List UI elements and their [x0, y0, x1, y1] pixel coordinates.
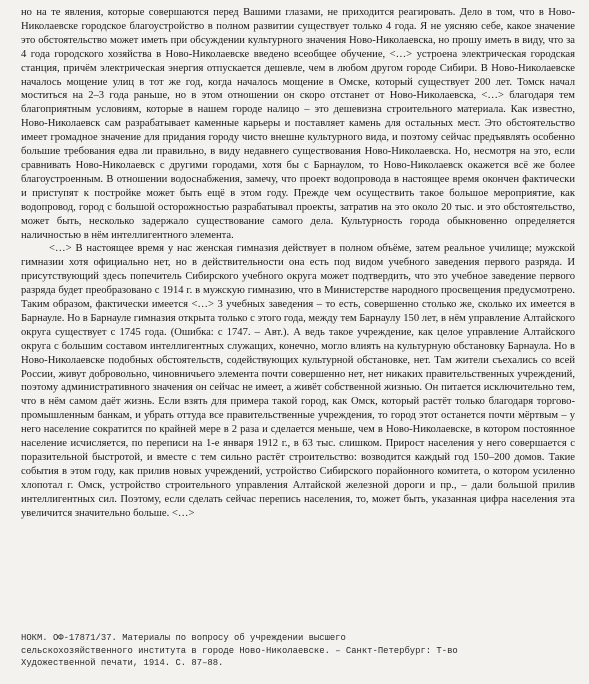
paragraph-1: но на те явления, которые совершаются перед Вашими глазами, не приходится реагировать. Дело в том, что в Ново-Николаевске городское благоустройство в полном развитии существует только 4 года. Я не уясняю себе, какое значение это обстоятельство может иметь при обсуждении культурного значения Ново-Николаевска, но прошу иметь в виду, что за 4 года городского хозяйства в Ново-Николаевске введено всеобщее обучение, <…> устроена электрическая городская станция, причём электрическая энергия отпускается дешевле, чем в любом другом городе Сибири. В Ново-Николаевске началось мощение улиц в тот же год, когда началось мощение в Омске, который существует 200 лет. Томск начал моститься на 2–3 года раньше, но в этом отношении он скоро отстанет от Ново-Николаевска, <…> благодаря тем благоприятным условиям, которые в нашем городе налицо – это дешевизна строительного материала. Как известно, Ново-Николаевск сам разрабатывает каменные карьеры и поставляет камень для остальных мест. Это обстоятельство имеет громадное значение для придания городу чисто внешне культурного вида, и поэтому сейчас предъявлять особенно большие требования едва ли правильно, в виду недавнего существования Ново-Николаевска. Но, несмотря на это, если сравнивать Ново-Николаевск с другими городами, хотя бы с Барнаулом, то Ново-Николаевск окажется всё же более благоустроенным. В отношении водоснабжения, замечу, что проект водопровода в настоящее время окончен фактически и приступят к постройке может быть ещё в этом году. Прежде чем осуществить такое большое мероприятие, как водопровод, город с большой осторожностью разрабатывал проекты, затратив на это около 20 тыс. и это обстоятельство, может быть, несколько задержало существование самого дела. Культурность города обыкновенно определяется наличностью в нём интеллигентного элемента.	[21, 7, 575, 241]
document-body	[21, 6, 575, 521]
paragraph-2: <…> В настоящее время у нас женская гимназия действует в полном объёме, затем реальное училище; мужской гимназии хотя официально нет, но в действительности она есть под видом учебного заведения первого разряда. И присутствующий здесь попечитель Сибирского учебного округа может подтвердить, что это учебное заведение первого разряда будет преобразовано с 1914 г. в мужскую гимназию, что в Министерстве народного просвещения предусмотрено. Таким образом, фактически имеется <…> 3 учебных заведения – то есть, совершенно столько же, сколько их имеется в Барнауле. Но в Барнауле гимназия открыта только с этого года, между тем Барнаулу 150 лет, в нём управление Алтайского округа существует с 1745 года. (Ошибка: с 1747. – Авт.). А ведь такое учреждение, как целое управление Алтайского округа с большим составом интеллигентных служащих, конечно, могло влиять на культурную обстановку Барнаула. Но в Ново-Николаевске подобных обстоятельств, содействующих культурной обстановке, нет. Там жители съехались со всей России, живут добровольно, чиновничьего элемента почти совершенно нет, нет никаких правительственных учреждений, поэтому административного значения он сейчас не имеет, а живёт собственной жизнью. Он питается исключительно тем, что в нём самом даёт жизнь. Если взять для примера такой город, как Омск, который растёт только благодаря торгово-промышленным банкам, и убрать оттуда все правительственные учреждения, то город этот останется почти мёртвым – у него население сократится по крайней мере в 2 раза и сделается меньше, чем в Ново-Николаевске, в котором постоянное население исчисляется, по переписи на 1-е января 1912 г., в 63 тыс. слишком. Прирост населения у него совершается с поразительной быстротой, и вместе с тем сильно растёт строительство: возводится каждый год 150–200 домов. Такие события в этом году, как прилив новых учреждений, устройство Сибирского порайонного комитета, о котором усиленно хлопотал г. Омск, устройство строительного управления Алтайской железной дороги и пр., – дали большой прилив интеллигентных сил. Поэтому, если сделать сейчас перепись населения, то, может быть, указанная цифра населения эта увеличится значительно больше. <…>	[21, 243, 575, 519]
source-citation: НОКМ. ОФ-17871/37. Материалы по вопросу об учреждении высшего сельскохозяйственного института в городе Ново-Николаевске. – Санкт-Петербург: Т-во Художественной печати, 1914. С. 87–88.	[21, 633, 458, 669]
